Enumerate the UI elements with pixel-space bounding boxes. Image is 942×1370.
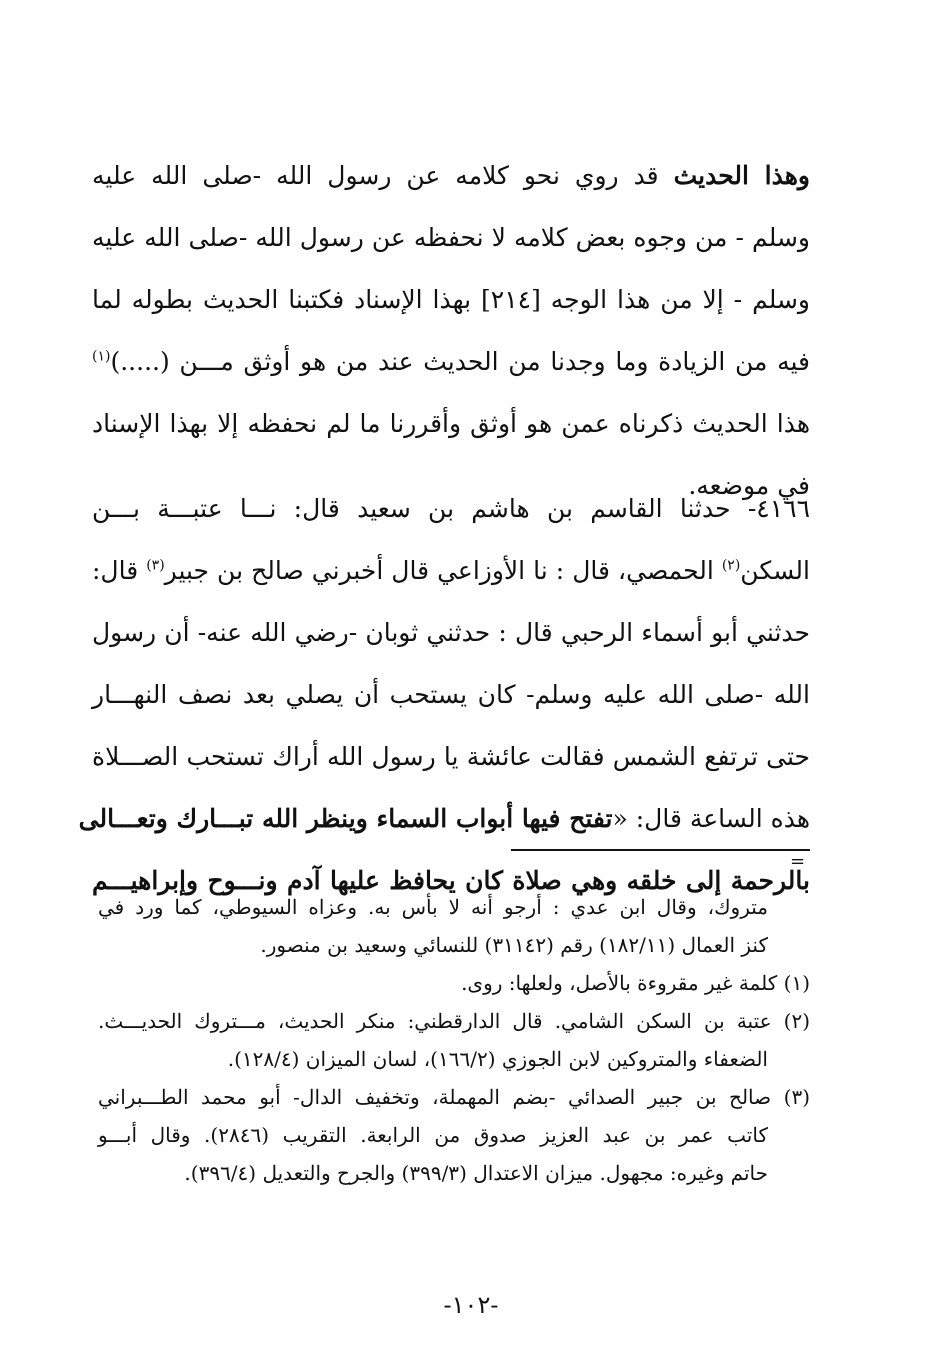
text-line: حدثني أبو أسماء الرحبي قال : حدثني ثوبان -رضي الله عنه- أن رسول — [92, 618, 810, 647]
text-line: الله -صلى الله عليه وسلم- كان يستحب أن يصلي بعد نصف النهـــار — [92, 680, 810, 709]
quoted-hadith-text: بالرحمة إلى خلقه وهي صلاة كان يحافظ عليها آدم ونـــوح وإبراهيـــم — [92, 866, 810, 895]
footnote-ref-2: (٢) — [721, 557, 741, 574]
lead-phrase: وهذا الحديث — [673, 161, 811, 190]
footnote-continued-line: كنز العمال (١٨٢/١١) رقم (٣١١٤٢) للنسائي وسعيد بن منصور. — [260, 933, 768, 957]
footnote-ref-1: (١) — [92, 348, 111, 365]
footnote-2-continued: الضعفاء والمتروكين لابن الجوزي (١٦٦/٢)، لسان الميزان (١٢٨/٤). — [227, 1047, 768, 1071]
paragraph-commentary — [92, 145, 810, 517]
hadith-4166 — [78, 478, 810, 912]
footnote-3-continued: كاتب عمر بن عبد العزيز صدوق من الرابعة. التقريب (٢٨٤٦). وقال أبـــو — [98, 1123, 768, 1147]
text-segment: الحمصي، قال : نا الأوزاعي قال أخبرني صالح بن جبير — [164, 556, 722, 585]
footnote-continued-line: متروك، وقال ابن عدي : أرجو أنه لا بأس به. وعزاه السيوطي، كما ورد في — [98, 895, 768, 919]
text-segment: هذه الساعة قال: « — [612, 804, 810, 833]
text-line: هذا الحديث ذكرناه عمن هو أوثق وأقررنا ما لم نحفظه إلا بهذا الإسناد — [92, 409, 810, 438]
text-segment: فيه من الزيادة وما وجدنا من الحديث عند من هو أوثق مـــن (.....) — [110, 347, 810, 376]
text-segment: السكن — [740, 556, 810, 585]
text-line: في موضعه. — [688, 471, 810, 500]
quoted-hadith-text: تفتح فيها أبواب السماء وينظر الله تبـــارك وتعـــالى — [78, 804, 613, 833]
footnote-1: (١) كلمة غير مقروءة بالأصل، ولعلها: روى. — [461, 971, 810, 995]
footnote-2: (٢) عتبة بن السكن الشامي. قال الدارقطني: منكر الحديث، مـــتروك الحديـــث. — [98, 1009, 810, 1033]
text-line: وسلم - من وجوه بعض كلامه لا نحفظه عن رسول الله -صلى الله عليه — [92, 223, 810, 252]
text-line — [92, 331, 810, 393]
page-number: -١٠٢- — [443, 1291, 499, 1319]
footnote-separator — [511, 849, 810, 851]
text-segment: قال: — [92, 556, 147, 585]
footnote-3-continued: حاتم وغيره: مجهول. ميزان الاعتدال (٣٩٩/٣) والجرح والتعديل (٣٩٦/٤). — [184, 1161, 768, 1185]
text-line: وسلم - إلا من هذا الوجه [٢١٤] بهذا الإسناد فكتبنا الحديث بطوله لما — [92, 285, 810, 314]
text-segment: قد روي نحو كلامه عن رسول الله -صلى الله عليه — [92, 161, 674, 190]
text-line — [78, 788, 810, 850]
text-line — [92, 540, 810, 602]
text-line — [92, 145, 810, 207]
continuation-mark: = — [790, 851, 806, 872]
footnote-ref-3: (٣) — [146, 557, 165, 574]
text-line: حتى ترتفع الشمس فقالت عائشة يا رسول الله أراك تستحب الصـــلاة — [92, 742, 810, 771]
footnotes — [98, 888, 810, 1192]
footnote-3: (٣) صالح بن جبير الصدائي -بضم المهملة، وتخفيف الدال- أبو محمد الطـــبراني — [98, 1085, 810, 1109]
text-line: ٤١٦٦- حدثنا القاسم بن هاشم بن سعيد قال: نـــا عتبـــة بـــن — [92, 494, 810, 523]
